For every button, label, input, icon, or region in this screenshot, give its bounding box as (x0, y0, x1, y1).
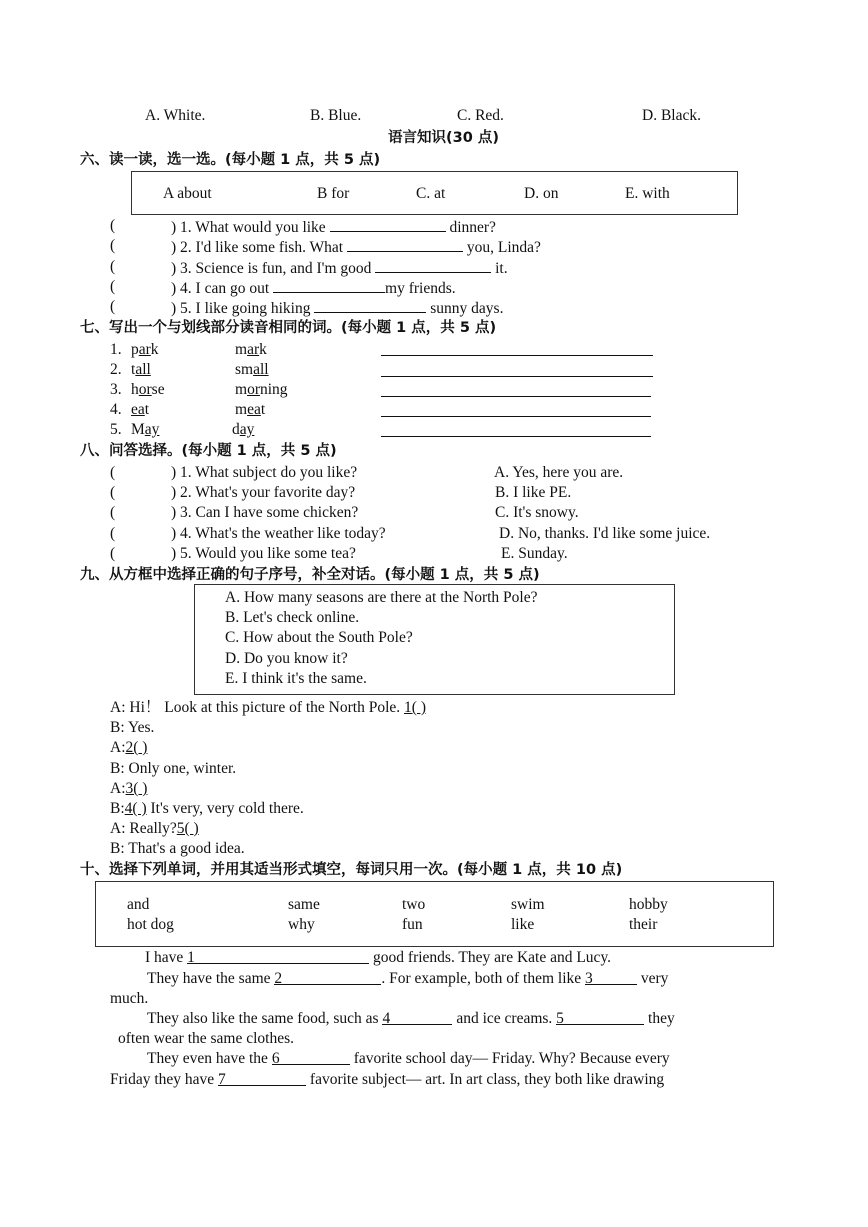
s7-num: 1. (110, 341, 122, 358)
s8-heading: 八、问答选择。(每小题 1 点，共 5 点) (80, 443, 337, 459)
s10-blank-6[interactable]: 6 (272, 1050, 350, 1065)
s8-question: ) 2. What's your favorite day? (171, 484, 356, 501)
s7-word-2: day (232, 421, 255, 438)
s7-num: 4. (110, 401, 122, 418)
s10-passage-line: much. (110, 990, 149, 1007)
s9-blank-5[interactable]: 5( ) (176, 820, 199, 837)
s7-word-1: horse (131, 381, 165, 398)
s8-paren: ( (110, 504, 116, 521)
s7-word-1: tall (131, 361, 151, 378)
s6-paren: ( (110, 237, 116, 254)
s10-passage-line: Friday they have 7 favorite subject— art. In art class, they both like drawing (110, 1071, 665, 1088)
s9-dialog-line: A:3( ) (110, 780, 148, 797)
s10-word: swim (511, 896, 545, 913)
s6-q3: ) 3. Science is fun, and I'm good it. (171, 260, 508, 277)
s9-blank-1[interactable]: 1( ) (404, 699, 426, 716)
s7-word-2: mark (235, 341, 267, 358)
s7-num: 5. (110, 421, 122, 438)
s6-q1: ) 1. What would you like dinner? (171, 219, 496, 236)
s10-word-box (95, 881, 774, 947)
s7-word-2: small (235, 361, 269, 378)
s7-answer-line[interactable] (381, 416, 651, 417)
s10-blank-5[interactable]: 5 (556, 1010, 644, 1025)
s6-option-d: D. on (524, 185, 559, 202)
s10-heading: 十、选择下列单词，并用其适当形式填空，每词只用一次。(每小题 1 点，共 10 点) (80, 862, 623, 878)
s10-blank-2[interactable]: 2 (274, 970, 381, 985)
s9-options-box (194, 584, 675, 695)
s9-blank-4[interactable]: 4( ) (124, 800, 147, 817)
s9-dialog-line: B: That's a good idea. (110, 840, 245, 857)
s9-dialog-line: A: Really?5( ) (110, 820, 199, 837)
s8-question: ) 1. What subject do you like? (171, 464, 358, 481)
section-title: 语言知识(30 点) (388, 130, 499, 146)
s6-q5: ) 5. I like going hiking sunny days. (171, 300, 504, 317)
s9-option-c: C. How about the South Pole? (225, 629, 413, 646)
s9-dialog-line: B: Only one, winter. (110, 760, 237, 777)
s8-paren: ( (110, 545, 116, 562)
s6-option-e: E. with (625, 185, 670, 202)
s7-answer-line[interactable] (381, 396, 651, 397)
s6-q1-blank[interactable] (330, 217, 446, 232)
s6-paren: ( (110, 278, 116, 295)
option-a-white: A. White. (145, 107, 206, 124)
s10-word: hot dog (127, 916, 174, 933)
s8-question: ) 5. Would you like some tea? (171, 545, 356, 562)
s7-answer-line[interactable] (381, 355, 653, 356)
s10-blank-3[interactable]: 3 (585, 970, 637, 985)
option-d-black: D. Black. (642, 107, 701, 124)
s7-word-1: eat (131, 401, 150, 418)
s10-word: why (288, 916, 315, 933)
s10-word: hobby (629, 896, 668, 913)
s8-paren: ( (110, 484, 116, 501)
s7-word-2: morning (235, 381, 288, 398)
s8-answer: A. Yes, here you are. (494, 464, 624, 481)
s6-paren: ( (110, 258, 116, 275)
s10-passage-line: They even have the 6 favorite school day— Friday. Why? Because every (147, 1050, 670, 1067)
s10-word: same (288, 896, 320, 913)
s7-answer-line[interactable] (381, 436, 651, 437)
option-b-blue: B. Blue. (310, 107, 362, 124)
s7-num: 2. (110, 361, 122, 378)
s10-passage-line: They also like the same food, such as 4 and ice creams. 5 they (147, 1010, 675, 1027)
s6-paren: ( (110, 298, 116, 315)
s9-option-a: A. How many seasons are there at the North Pole? (225, 589, 538, 606)
s10-passage-line: I have 1 good friends. They are Kate and Lucy. (145, 949, 612, 966)
s7-num: 3. (110, 381, 122, 398)
s9-option-d: D. Do you know it? (225, 650, 348, 667)
s10-blank-7[interactable]: 7 (218, 1071, 306, 1086)
s10-passage-line: They have the same 2 . For example, both of them like 3 very (147, 970, 669, 987)
s9-dialog-line: B:4( ) It's very, very cold there. (110, 800, 304, 817)
option-c-red: C. Red. (457, 107, 504, 124)
s10-word: and (127, 896, 150, 913)
s10-passage-line: often wear the same clothes. (118, 1030, 295, 1047)
s8-question: ) 4. What's the weather like today? (171, 525, 386, 542)
s7-word-1: May (131, 421, 160, 438)
s6-q4: ) 4. I can go out my friends. (171, 280, 456, 297)
s6-options-box (131, 171, 738, 215)
s6-option-b: B for (317, 185, 350, 202)
s10-blank-4[interactable]: 4 (382, 1010, 452, 1025)
s6-q2: ) 2. I'd like some fish. What you, Linda? (171, 239, 541, 256)
s6-option-a: A about (163, 185, 212, 202)
s9-blank-2[interactable]: 2( ) (125, 739, 148, 756)
s9-option-e: E. I think it's the same. (225, 670, 367, 687)
s6-q2-blank[interactable] (347, 237, 463, 252)
s9-heading: 九、从方框中选择正确的句子序号，补全对话。(每小题 1 点，共 5 点) (80, 567, 540, 583)
s8-paren: ( (110, 464, 116, 481)
s9-dialog-line: B: Yes. (110, 719, 155, 736)
s8-answer: B. I like PE. (495, 484, 572, 501)
s9-option-b: B. Let's check online. (225, 609, 360, 626)
s10-word: two (402, 896, 426, 913)
s7-heading: 七、写出一个与划线部分读音相同的词。(每小题 1 点，共 5 点) (80, 320, 497, 336)
s6-q4-blank[interactable] (273, 278, 385, 293)
s8-question: ) 3. Can I have some chicken? (171, 504, 359, 521)
s6-q3-blank[interactable] (375, 258, 491, 273)
s9-blank-3[interactable]: 3( ) (125, 780, 148, 797)
s8-answer: E. Sunday. (501, 545, 568, 562)
s7-word-1: park (131, 341, 159, 358)
s8-paren: ( (110, 525, 116, 542)
s6-option-c: C. at (416, 185, 446, 202)
s9-dialog-line: A:2( ) (110, 739, 148, 756)
s7-word-2: meat (235, 401, 266, 418)
s10-word: their (629, 916, 658, 933)
s6-q5-blank[interactable] (314, 298, 426, 313)
s6-heading: 六、读一读，选一选。(每小题 1 点，共 5 点) (80, 152, 381, 168)
s6-paren: ( (110, 217, 116, 234)
s10-blank-1[interactable]: 1 (187, 949, 369, 964)
s9-dialog-line: A: Hi！ Look at this picture of the North Pole. 1( ) (110, 699, 426, 716)
s8-answer: D. No, thanks. I'd like some juice. (499, 525, 711, 542)
s10-word: fun (402, 916, 423, 933)
s10-word: like (511, 916, 535, 933)
s7-answer-line[interactable] (381, 376, 653, 377)
s8-answer: C. It's snowy. (495, 504, 579, 521)
